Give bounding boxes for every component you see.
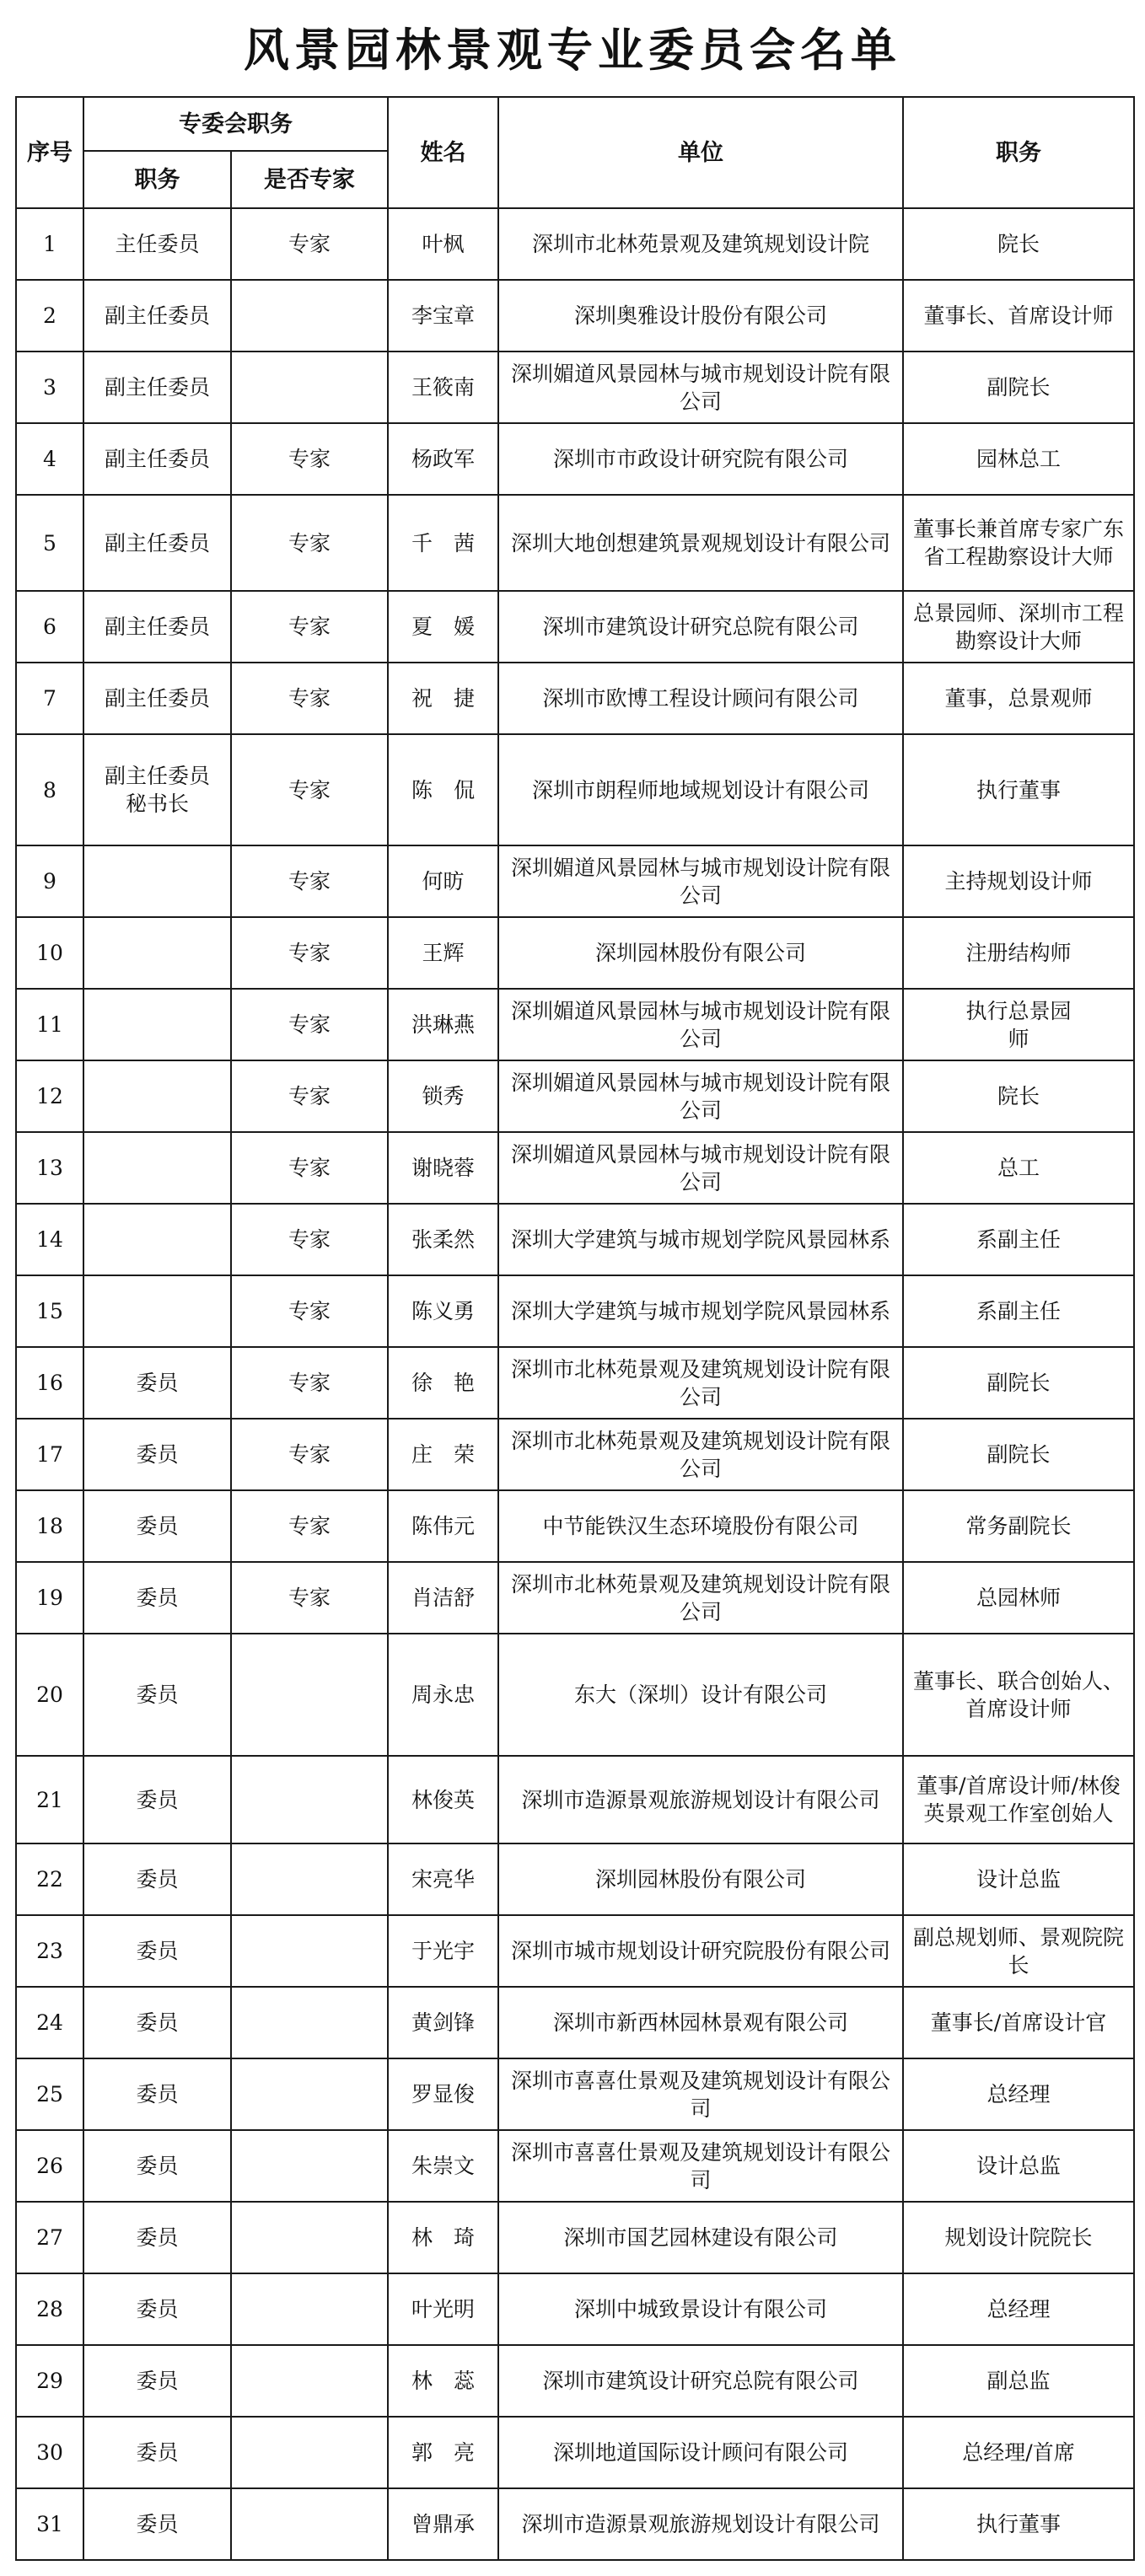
cell-role: 副主任委员 秘书长 — [83, 734, 231, 845]
cell-role: 委员 — [83, 1843, 231, 1915]
cell-role: 委员 — [83, 2345, 231, 2417]
cell-serial-number: 23 — [16, 1915, 83, 1987]
cell-serial-number: 2 — [16, 280, 83, 352]
cell-role: 委员 — [83, 2417, 231, 2488]
cell-position: 设计总监 — [903, 2130, 1134, 2202]
table-row — [16, 280, 1134, 352]
table-row — [16, 1843, 1134, 1915]
cell-is-expert: 专家 — [231, 1562, 388, 1634]
cell-name: 祝 捷 — [388, 663, 498, 734]
table-row — [16, 1634, 1134, 1756]
cell-position: 总景园师、深圳市工程勘察设计大师 — [903, 591, 1134, 663]
table-row — [16, 423, 1134, 495]
cell-role: 委员 — [83, 2058, 231, 2130]
cell-role: 副主任委员 — [83, 591, 231, 663]
table-row — [16, 1915, 1134, 1987]
cell-is-expert — [231, 352, 388, 423]
cell-position: 副总监 — [903, 2345, 1134, 2417]
cell-is-expert — [231, 1756, 388, 1843]
cell-unit: 深圳市北林苑景观及建筑规划设计院 — [498, 208, 903, 280]
cell-name: 黄剑锋 — [388, 1987, 498, 2058]
cell-name: 郭 亮 — [388, 2417, 498, 2488]
cell-is-expert: 专家 — [231, 495, 388, 591]
cell-position: 主持规划设计师 — [903, 845, 1134, 917]
cell-is-expert — [231, 2417, 388, 2488]
table-row — [16, 1419, 1134, 1490]
cell-position: 董事长兼首席专家广东省工程勘察设计大师 — [903, 495, 1134, 591]
table-row — [16, 352, 1134, 423]
table-row — [16, 208, 1134, 280]
cell-is-expert: 专家 — [231, 989, 388, 1060]
cell-position: 副总规划师、景观院院长 — [903, 1915, 1134, 1987]
cell-unit: 深圳中城致景设计有限公司 — [498, 2273, 903, 2345]
cell-name: 于光宇 — [388, 1915, 498, 1987]
header-role: 职务 — [83, 151, 231, 208]
cell-serial-number: 18 — [16, 1490, 83, 1562]
cell-role: 委员 — [83, 1634, 231, 1756]
cell-role — [83, 1204, 231, 1275]
table-row — [16, 1204, 1134, 1275]
cell-unit: 东大（深圳）设计有限公司 — [498, 1634, 903, 1756]
cell-name: 林 蕊 — [388, 2345, 498, 2417]
table-row — [16, 1987, 1134, 2058]
cell-name: 陈伟元 — [388, 1490, 498, 1562]
cell-serial-number: 20 — [16, 1634, 83, 1756]
cell-is-expert — [231, 2488, 388, 2560]
cell-position: 系副主任 — [903, 1275, 1134, 1347]
cell-name: 林 琦 — [388, 2202, 498, 2273]
cell-name: 王筱南 — [388, 352, 498, 423]
cell-position: 规划设计院院长 — [903, 2202, 1134, 2273]
cell-role — [83, 1060, 231, 1132]
table-row — [16, 2417, 1134, 2488]
cell-role: 委员 — [83, 1562, 231, 1634]
cell-serial-number: 14 — [16, 1204, 83, 1275]
cell-unit: 深圳大学建筑与城市规划学院风景园林系 — [498, 1204, 903, 1275]
table-row — [16, 1347, 1134, 1419]
table-row — [16, 663, 1134, 734]
table-row — [16, 734, 1134, 845]
cell-role: 副主任委员 — [83, 280, 231, 352]
cell-unit: 深圳园林股份有限公司 — [498, 917, 903, 989]
table-row — [16, 591, 1134, 663]
cell-serial-number: 10 — [16, 917, 83, 989]
cell-role: 委员 — [83, 1915, 231, 1987]
cell-position: 园林总工 — [903, 423, 1134, 495]
header-unit: 单位 — [498, 97, 903, 208]
cell-role: 委员 — [83, 1490, 231, 1562]
cell-role: 委员 — [83, 2130, 231, 2202]
cell-role — [83, 845, 231, 917]
cell-position: 院长 — [903, 208, 1134, 280]
cell-serial-number: 5 — [16, 495, 83, 591]
cell-role: 副主任委员 — [83, 423, 231, 495]
cell-role: 委员 — [83, 1987, 231, 2058]
cell-role: 副主任委员 — [83, 663, 231, 734]
cell-is-expert — [231, 2058, 388, 2130]
cell-role: 委员 — [83, 1419, 231, 1490]
cell-unit: 深圳市喜喜仕景观及建筑规划设计有限公司 — [498, 2058, 903, 2130]
cell-is-expert: 专家 — [231, 423, 388, 495]
table-row — [16, 2058, 1134, 2130]
table-row — [16, 2130, 1134, 2202]
cell-is-expert — [231, 2130, 388, 2202]
cell-is-expert — [231, 2273, 388, 2345]
cell-is-expert: 专家 — [231, 1060, 388, 1132]
cell-name: 肖洁舒 — [388, 1562, 498, 1634]
table-row — [16, 1275, 1134, 1347]
cell-position: 执行董事 — [903, 734, 1134, 845]
cell-name: 罗显俊 — [388, 2058, 498, 2130]
cell-name: 锁秀 — [388, 1060, 498, 1132]
cell-name: 朱崇文 — [388, 2130, 498, 2202]
table-row — [16, 2202, 1134, 2273]
cell-name: 夏 媛 — [388, 591, 498, 663]
cell-serial-number: 8 — [16, 734, 83, 845]
cell-serial-number: 7 — [16, 663, 83, 734]
cell-serial-number: 16 — [16, 1347, 83, 1419]
cell-position: 执行总景园 师 — [903, 989, 1134, 1060]
cell-serial-number: 22 — [16, 1843, 83, 1915]
cell-position: 董事长、联合创始人、首席设计师 — [903, 1634, 1134, 1756]
table-row — [16, 1060, 1134, 1132]
cell-serial-number: 25 — [16, 2058, 83, 2130]
cell-role: 副主任委员 — [83, 352, 231, 423]
cell-serial-number: 11 — [16, 989, 83, 1060]
header-position: 职务 — [903, 97, 1134, 208]
cell-role — [83, 989, 231, 1060]
cell-serial-number: 12 — [16, 1060, 83, 1132]
cell-serial-number: 19 — [16, 1562, 83, 1634]
table-row — [16, 2273, 1134, 2345]
cell-position: 总工 — [903, 1132, 1134, 1204]
table-row — [16, 1132, 1134, 1204]
cell-serial-number: 31 — [16, 2488, 83, 2560]
cell-serial-number: 26 — [16, 2130, 83, 2202]
cell-name: 何昉 — [388, 845, 498, 917]
cell-is-expert: 专家 — [231, 663, 388, 734]
cell-is-expert — [231, 2345, 388, 2417]
cell-position: 总经理 — [903, 2273, 1134, 2345]
committee-roster-table — [15, 96, 1135, 2561]
cell-role — [83, 1132, 231, 1204]
cell-role: 主任委员 — [83, 208, 231, 280]
cell-serial-number: 28 — [16, 2273, 83, 2345]
cell-serial-number: 1 — [16, 208, 83, 280]
cell-role: 委员 — [83, 2273, 231, 2345]
cell-unit: 深圳市欧博工程设计顾问有限公司 — [498, 663, 903, 734]
table-row — [16, 845, 1134, 917]
cell-position: 董事/首席设计师/林俊英景观工作室创始人 — [903, 1756, 1134, 1843]
cell-position: 总经理 — [903, 2058, 1134, 2130]
cell-is-expert — [231, 280, 388, 352]
cell-serial-number: 6 — [16, 591, 83, 663]
cell-is-expert: 专家 — [231, 1275, 388, 1347]
cell-unit: 深圳媚道风景园林与城市规划设计院有限公司 — [498, 989, 903, 1060]
cell-name: 周永忠 — [388, 1634, 498, 1756]
table-row — [16, 2345, 1134, 2417]
cell-position: 副院长 — [903, 352, 1134, 423]
cell-unit: 深圳市建筑设计研究总院有限公司 — [498, 2345, 903, 2417]
cell-position: 副院长 — [903, 1419, 1134, 1490]
cell-is-expert — [231, 1634, 388, 1756]
table-body — [16, 208, 1134, 2560]
table-row — [16, 989, 1134, 1060]
header-name: 姓名 — [388, 97, 498, 208]
cell-unit: 深圳市北林苑景观及建筑规划设计院有限公司 — [498, 1562, 903, 1634]
cell-unit: 深圳媚道风景园林与城市规划设计院有限公司 — [498, 352, 903, 423]
cell-serial-number: 30 — [16, 2417, 83, 2488]
table-header — [16, 97, 1134, 208]
cell-name: 陈义勇 — [388, 1275, 498, 1347]
cell-role — [83, 1275, 231, 1347]
cell-is-expert: 专家 — [231, 1419, 388, 1490]
table-row — [16, 495, 1134, 591]
cell-unit: 深圳媚道风景园林与城市规划设计院有限公司 — [498, 1060, 903, 1132]
cell-name: 庄 荣 — [388, 1419, 498, 1490]
cell-is-expert — [231, 1987, 388, 2058]
cell-is-expert: 专家 — [231, 1490, 388, 1562]
cell-name: 宋亮华 — [388, 1843, 498, 1915]
cell-position: 总经理/首席 — [903, 2417, 1134, 2488]
cell-unit: 深圳地道国际设计顾问有限公司 — [498, 2417, 903, 2488]
cell-is-expert: 专家 — [231, 845, 388, 917]
cell-position: 注册结构师 — [903, 917, 1134, 989]
table-row — [16, 1756, 1134, 1843]
cell-position: 董事长/首席设计官 — [903, 1987, 1134, 2058]
cell-name: 洪琳燕 — [388, 989, 498, 1060]
cell-position: 常务副院长 — [903, 1490, 1134, 1562]
header-is-expert: 是否专家 — [231, 151, 388, 208]
cell-unit: 深圳市新西林园林景观有限公司 — [498, 1987, 903, 2058]
cell-position: 设计总监 — [903, 1843, 1134, 1915]
cell-serial-number: 17 — [16, 1419, 83, 1490]
cell-serial-number: 27 — [16, 2202, 83, 2273]
cell-is-expert — [231, 1915, 388, 1987]
cell-name: 谢晓蓉 — [388, 1132, 498, 1204]
cell-role: 委员 — [83, 2488, 231, 2560]
cell-name: 杨政军 — [388, 423, 498, 495]
cell-unit: 深圳市北林苑景观及建筑规划设计院有限公司 — [498, 1419, 903, 1490]
cell-serial-number: 15 — [16, 1275, 83, 1347]
cell-position: 总园林师 — [903, 1562, 1134, 1634]
table-row — [16, 1562, 1134, 1634]
document-title: 风景园林景观专业委员会名单 — [244, 23, 901, 77]
table-row — [16, 917, 1134, 989]
cell-is-expert: 专家 — [231, 734, 388, 845]
cell-serial-number: 13 — [16, 1132, 83, 1204]
cell-serial-number: 9 — [16, 845, 83, 917]
cell-name: 李宝章 — [388, 280, 498, 352]
cell-name: 林俊英 — [388, 1756, 498, 1843]
cell-serial-number: 21 — [16, 1756, 83, 1843]
cell-name: 叶枫 — [388, 208, 498, 280]
cell-unit: 深圳奥雅设计股份有限公司 — [498, 280, 903, 352]
cell-role: 委员 — [83, 1347, 231, 1419]
cell-position: 董事长、首席设计师 — [903, 280, 1134, 352]
cell-role: 副主任委员 — [83, 495, 231, 591]
cell-is-expert: 专家 — [231, 1204, 388, 1275]
cell-name: 王辉 — [388, 917, 498, 989]
cell-role: 委员 — [83, 2202, 231, 2273]
cell-is-expert: 专家 — [231, 1347, 388, 1419]
cell-name: 叶光明 — [388, 2273, 498, 2345]
cell-role: 委员 — [83, 1756, 231, 1843]
cell-name: 曾鼎承 — [388, 2488, 498, 2560]
cell-name: 徐 艳 — [388, 1347, 498, 1419]
cell-serial-number: 4 — [16, 423, 83, 495]
cell-unit: 深圳市喜喜仕景观及建筑规划设计有限公司 — [498, 2130, 903, 2202]
cell-serial-number: 24 — [16, 1987, 83, 2058]
cell-is-expert — [231, 2202, 388, 2273]
cell-serial-number: 3 — [16, 352, 83, 423]
cell-name: 陈 侃 — [388, 734, 498, 845]
cell-position: 系副主任 — [903, 1204, 1134, 1275]
header-committee-duty: 专委会职务 — [83, 97, 388, 151]
cell-unit: 深圳大学建筑与城市规划学院风景园林系 — [498, 1275, 903, 1347]
cell-role — [83, 917, 231, 989]
cell-unit: 深圳园林股份有限公司 — [498, 1843, 903, 1915]
cell-unit: 深圳市造源景观旅游规划设计有限公司 — [498, 2488, 903, 2560]
cell-name: 千 茜 — [388, 495, 498, 591]
cell-is-expert: 专家 — [231, 208, 388, 280]
cell-is-expert: 专家 — [231, 591, 388, 663]
cell-unit: 深圳媚道风景园林与城市规划设计院有限公司 — [498, 845, 903, 917]
cell-serial-number: 29 — [16, 2345, 83, 2417]
cell-unit: 深圳媚道风景园林与城市规划设计院有限公司 — [498, 1132, 903, 1204]
cell-position: 院长 — [903, 1060, 1134, 1132]
cell-unit: 深圳市造源景观旅游规划设计有限公司 — [498, 1756, 903, 1843]
cell-unit: 深圳大地创想建筑景观规划设计有限公司 — [498, 495, 903, 591]
cell-unit: 深圳市城市规划设计研究院股份有限公司 — [498, 1915, 903, 1987]
cell-name: 张柔然 — [388, 1204, 498, 1275]
cell-is-expert: 专家 — [231, 1132, 388, 1204]
cell-is-expert — [231, 1843, 388, 1915]
cell-position: 执行董事 — [903, 2488, 1134, 2560]
cell-unit: 深圳市北林苑景观及建筑规划设计院有限公司 — [498, 1347, 903, 1419]
cell-unit: 深圳市建筑设计研究总院有限公司 — [498, 591, 903, 663]
table-row — [16, 1490, 1134, 1562]
cell-unit: 深圳市国艺园林建设有限公司 — [498, 2202, 903, 2273]
header-serial-number: 序号 — [16, 97, 83, 208]
cell-unit: 中节能铁汉生态环境股份有限公司 — [498, 1490, 903, 1562]
table-row — [16, 2488, 1134, 2560]
cell-unit: 深圳市朗程师地域规划设计有限公司 — [498, 734, 903, 845]
cell-position: 董事，总景观师 — [903, 663, 1134, 734]
cell-position: 副院长 — [903, 1347, 1134, 1419]
cell-unit: 深圳市市政设计研究院有限公司 — [498, 423, 903, 495]
cell-is-expert: 专家 — [231, 917, 388, 989]
